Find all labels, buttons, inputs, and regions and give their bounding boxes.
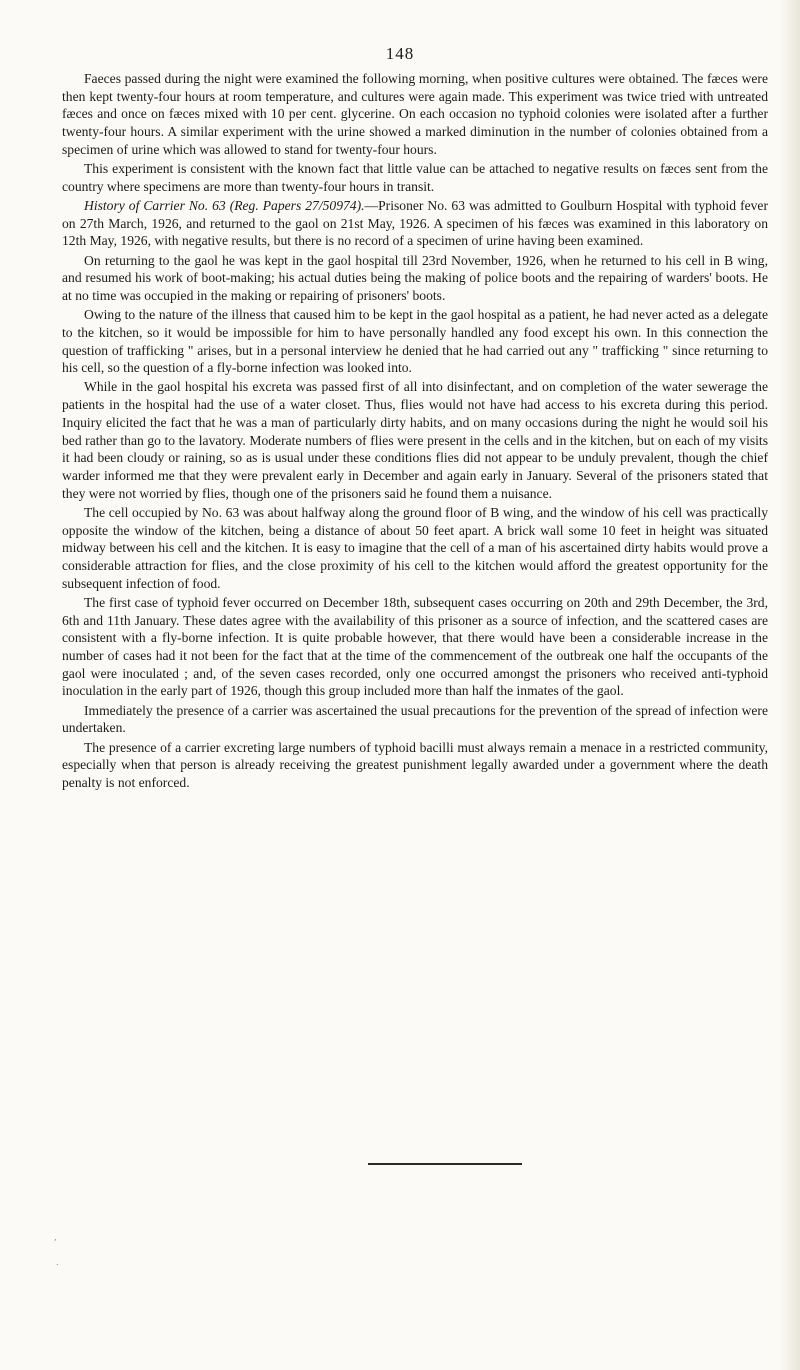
paragraph-10: The presence of a carrier excreting large numbers of typhoid bacilli must always remain a menace in a restricted community, especially when that person is already receiving the greatest punishment legally awarded under a government where the death penalty is not enforced. [62,739,768,790]
paragraph-3-text: —Prisoner No. 63 was admitted to Goulburn Hospital with typhoid fever on 27th March, 1926, and returned to the gaol on 21st May, 1926. A specimen of his fæces was examined in this laboratory on 12th May, 1926, with negative results, but there is no record of a specimen of urine having been examined. [62,197,768,249]
paragraph-8: The first case of typhoid fever occurred on December 18th, subsequent cases occurring on 20th and 29th December, the 3rd, 6th and 11th January. These dates agree with the availability of this prisoner as a source of infection, and the scattered cases are consistent with a fly-borne infection. It is quite probable however, that there would have been a considerable increase in the number of cases had it not been for the fact that at the time of the commencement of the outbreak one half the occupants of the gaol were inoculated ; and, of the seven cases recorded, only one occurred amongst the prisoners who received anti-typhoid inoculation in the early part of 1926, though this group included more than half the inmates of the gaol. [62,594,768,699]
body-text [62,70,768,793]
paragraph-7: The cell occupied by No. 63 was about halfway along the ground floor of B wing, and the window of his cell was practically opposite the window of the kitchen, being a distance of about 50 feet apart. A brick wall some 10 feet in height was situated midway between his cell and the kitchen. It is easy to imagine that the cell of a man of his ascertained dirty habits would prove a considerable attraction for flies, and the close proximity of his cell to the kitchen would afford the greatest opportunity for the subsequent infection of food. [62,504,768,591]
scan-speck: , [54,1233,57,1242]
paragraph-6: While in the gaol hospital his excreta was passed first of all into disinfectant, and on completion of the water sewerage the patients in the hospital had the use of a water closet. Thus, flies would not have had access to his excreta during this period. Inquiry elicited the fact that he was a man of particularly dirty habits, and on many occasions during the night he would soil his bed rather than go to the lavatory. Moderate numbers of flies were present in the cells and in the kitchen, but on each of my visits it had been cloudy or raining, so as is usual under these conditions flies did not appear to be unduly prevalent, though the chief warder informed me that they were prevalent early in December and again early in January. Several of the prisoners stated that they were not worried by flies, though one of the prisoners said he found them a nuisance. [62,379,768,501]
paragraph-1: Faeces passed during the night were examined the following morning, when positive cultures were obtained. The fæces were then kept twenty-four hours at room temperature, and cultures were again made. This experiment was twice tried with untreated fæces and once on fæces mixed with 10 per cent. glycerine. On each occasion no typhoid colonies were isolated after a further twenty-four hours. A similar experiment with the urine showed a marked diminution in the number of colonies obtained from a specimen of urine which was allowed to stand for twenty-four hours. [62,71,768,157]
section-heading-history: History of Carrier No. 63 (Reg. Papers 27/50974). [84,197,365,213]
paragraph-9: Immediately the presence of a carrier was ascertained the usual precautions for the prevention of the spread of infection were undertaken. [62,702,768,736]
scan-speck: . [56,1258,59,1267]
paragraph-4: On returning to the gaol he was kept in the gaol hospital till 23rd November, 1926, when he returned to his cell in B wing, and resumed his work of boot-making; his actual duties being the making of police boots and the repairing of warders' boots. He at no time was occupied in the making or repairing of prisoners' boots. [62,252,768,303]
end-rule [368,1163,522,1165]
page-number: 148 [385,44,415,63]
paragraph-3 [62,197,768,250]
page-edge-shadow [780,0,800,1370]
paragraph-5: Owing to the nature of the illness that caused him to be kept in the gaol hospital as a patient, he had never acted as a delegate to the kitchen, so it would be impossible for him to have personally handled any food except his own. In this connection the question of trafficking " arises, but in a personal interview he denied that he had carried out any " trafficking " since returning to his cell, so the question of a fly-borne infection was looked into. [62,307,768,376]
paragraph-2: This experiment is consistent with the known fact that little value can be attached to negative results on fæces sent from the country where specimens are more than twenty-four hours in transit. [62,161,768,194]
